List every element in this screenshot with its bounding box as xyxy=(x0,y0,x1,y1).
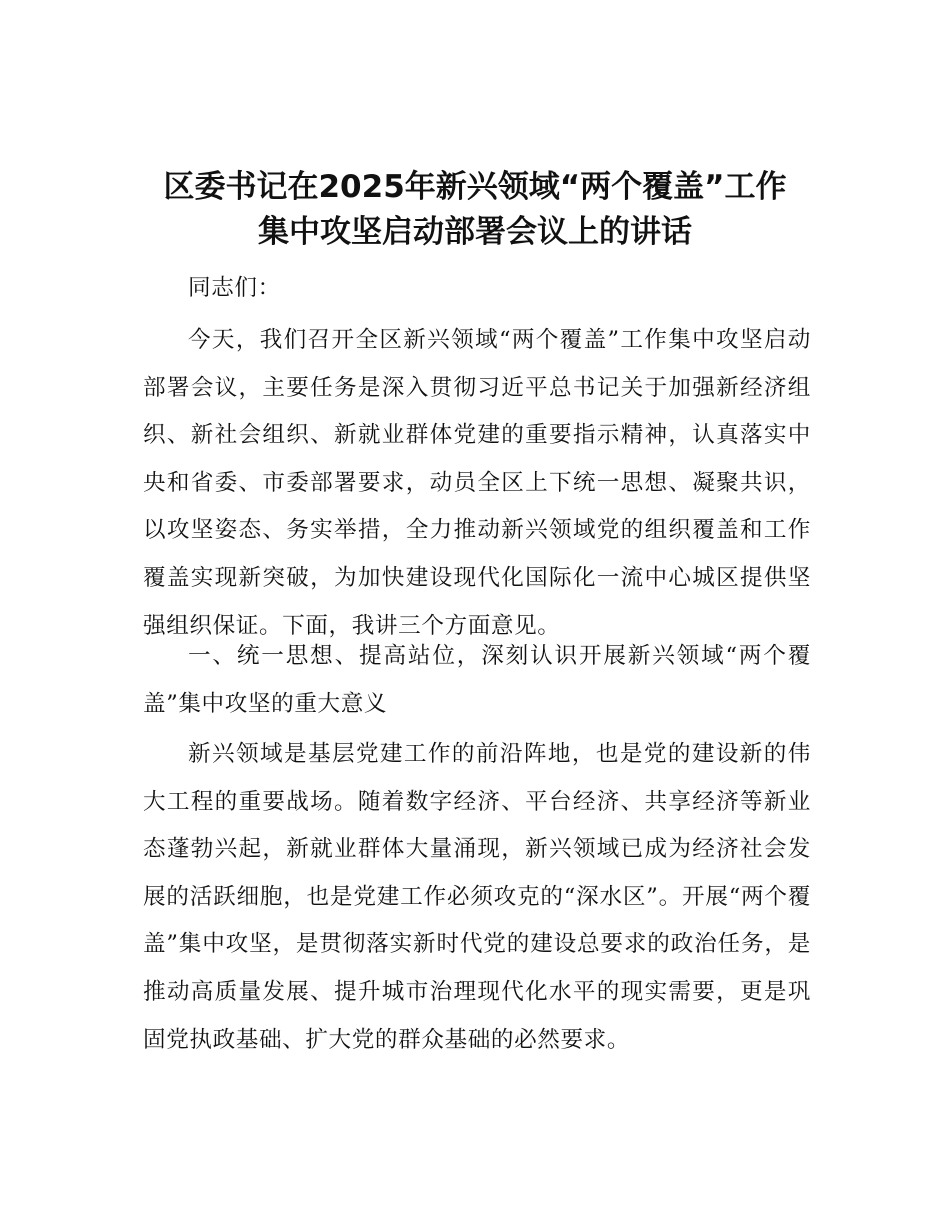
salutation: 同志们： xyxy=(188,275,281,301)
document-title-line-2: 集中攻坚启动部署会议上的讲话 xyxy=(258,214,692,250)
paragraph-section-1: 新兴领域是基层党建工作的前沿阵地，也是党的建设新的伟大工程的重要战场。随着数字经济、平台经济、共享经济等新业态蓬勃兴起，新就业群体大量涌现，新兴领域已成为经济社会发展的活跃细胞，也是党建工作必须攻克的“深水区”。开展“两个覆盖”集中攻坚，是贯彻落实新时代党的建设总要求的政治任务，是推动高质量发展、提升城市治理现代化水平的现实需要，更是巩固党执政基础、扩大党的群众基础的必然要求。 xyxy=(143,741,811,1053)
document-title-line-1: 区委书记在2025年新兴领域“两个覆盖”工作 xyxy=(163,169,787,205)
paragraph-intro: 今天，我们召开全区新兴领域“两个覆盖”工作集中攻坚启动部署会议，主要任务是深入贯彻习近平总书记关于加强新经济组织、新社会组织、新就业群体党建的重要指示精神，认真落实中央和省委、市委部署要求，动员全区上下统一思想、凝聚共识，以攻坚姿态、务实举措，全力推动新兴领域党的组织覆盖和工作覆盖实现新突破，为加快建设现代化国际化一流中心城区提供坚强组织保证。下面，我讲三个方面意见。 xyxy=(143,327,811,639)
section-heading-1: 一、统一思想、提高站位，深刻认识开展新兴领域“两个覆盖”集中攻坚的重大意义 xyxy=(143,643,811,717)
